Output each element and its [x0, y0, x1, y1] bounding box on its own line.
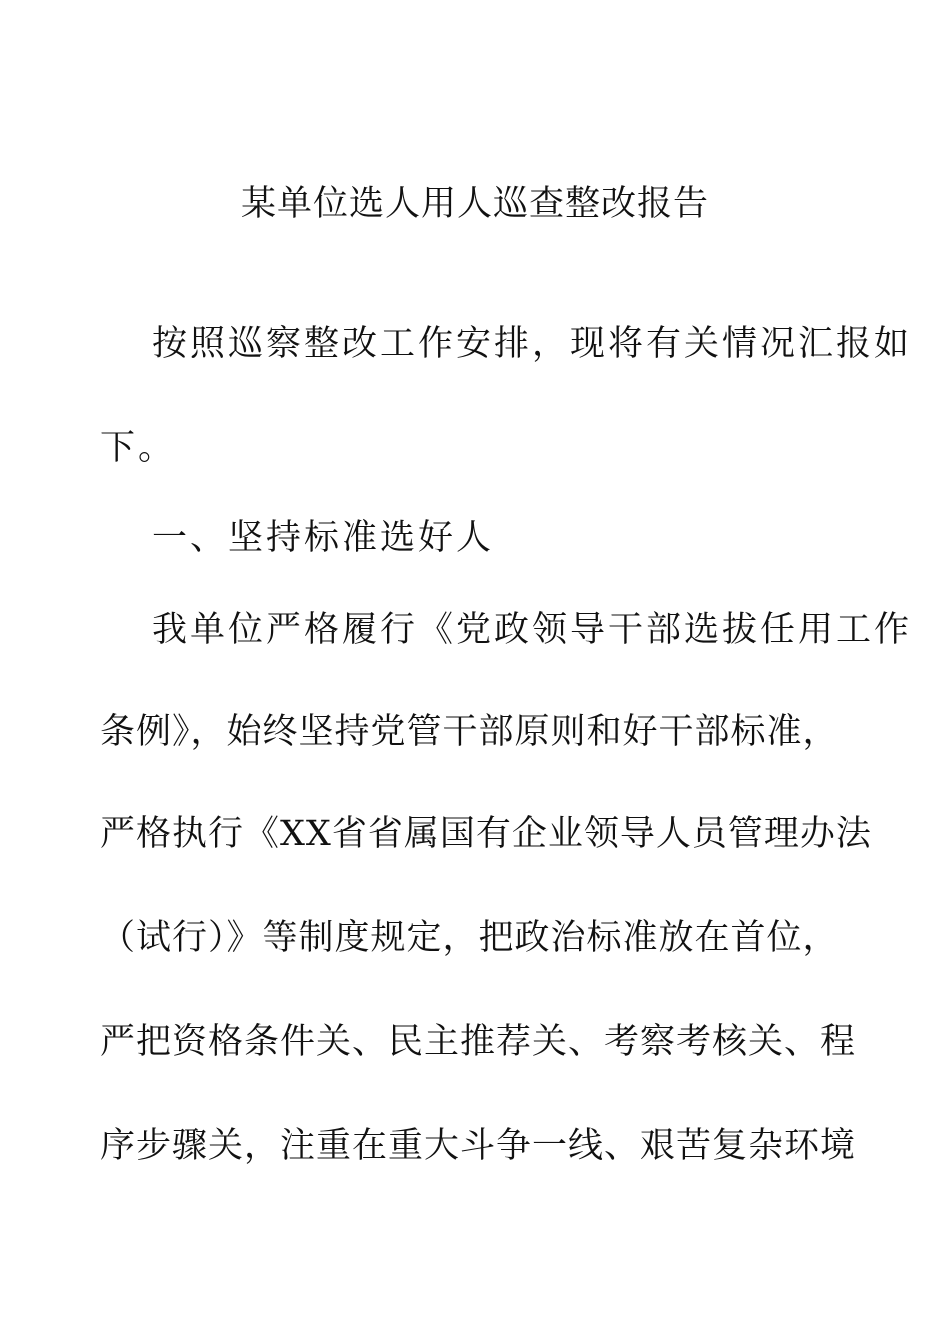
paragraph-line: （试行）》等制度规定，把政治标准放在首位， — [100, 918, 839, 958]
paragraph-line: 严格执行《XX省省属国有企业领导人员管理办法 — [100, 814, 872, 854]
section-heading: 一、坚持标准选好人 — [152, 518, 495, 558]
paragraph-line: 下。 — [100, 428, 177, 468]
paragraph-line: 条例》，始终坚持党管干部原则和好干部标准， — [100, 712, 839, 752]
document-title: 某单位选人用人巡查整改报告 — [240, 184, 709, 224]
paragraph-line: 严把资格条件关、民主推荐关、考察考核关、程 — [100, 1022, 857, 1062]
paragraph-line: 我单位严格履行《党政领导干部选拔任用工作 — [152, 610, 913, 650]
paragraph-line: 序步骤关，注重在重大斗争一线、艰苦复杂环境 — [100, 1126, 857, 1166]
paragraph-line: 按照巡察整改工作安排，现将有关情况汇报如 — [152, 324, 913, 364]
